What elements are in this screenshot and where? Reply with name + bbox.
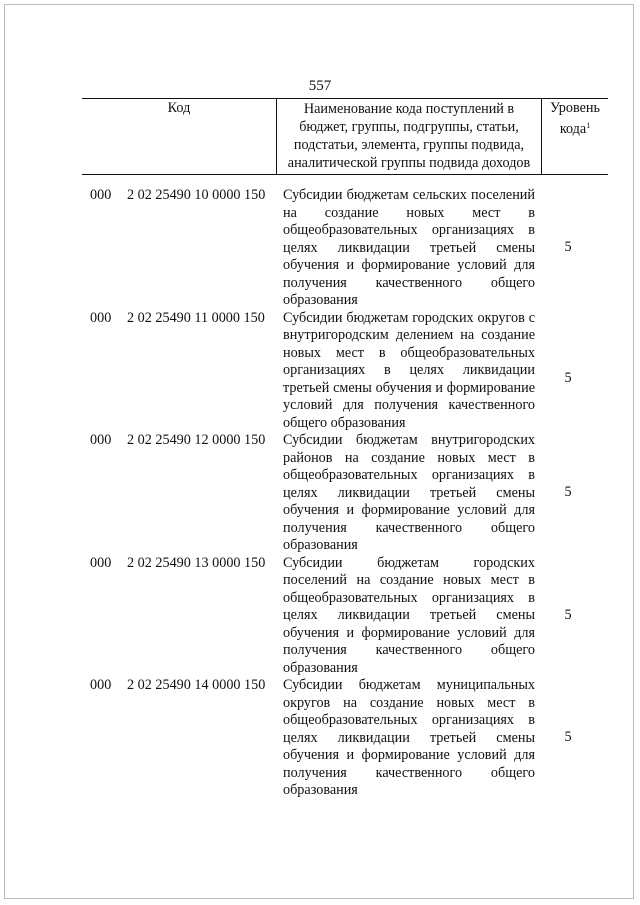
table-row xyxy=(0,677,640,800)
revenue-name: Субсидии бюджетам внутригородских районов на создание новых мест в общеобразовательных организациях в целях ликвидации третьей смены обучения и формирование условий для получения качественного общего образования xyxy=(283,432,535,553)
revenue-name: Субсидии бюджетам городских округов с внутригородским делением на создание новых мест в общеобразовательных организациях в целях ликвидации третьей смены обучения и формирование условий для получения качественного общего образования xyxy=(283,309,535,431)
code-level: 5 xyxy=(564,484,572,500)
admin-code: 000 xyxy=(90,432,112,448)
revenue-name: Субсидии бюджетам муниципальных округов на создание новых мест в общеобразовательных организациях в целях ликвидации третьей смены обучения и формирование условий для получения качественного общего образования xyxy=(283,677,535,798)
code-level: 5 xyxy=(564,369,572,386)
header-level: Уровень кода xyxy=(550,100,600,137)
header-row xyxy=(82,99,608,175)
header-level-cell xyxy=(542,99,609,175)
code-level: 5 xyxy=(564,606,572,623)
revenue-code: 2 02 25490 12 0000 150 xyxy=(127,432,266,448)
records-list xyxy=(0,187,640,800)
table-header xyxy=(82,98,608,175)
header-code: Код xyxy=(82,99,277,175)
revenue-name: Субсидии бюджетам городских поселений на создание новых мест в общеобразовательных организациях в целях ликвидации третьей смены обучения и формирование условий для получения качественного общего образования xyxy=(283,554,535,676)
table-row xyxy=(0,187,640,310)
admin-code: 000 xyxy=(90,677,112,693)
table-row xyxy=(0,555,640,678)
admin-code: 000 xyxy=(90,187,112,203)
table-row xyxy=(0,310,640,433)
table-row xyxy=(0,432,640,555)
revenue-code: 2 02 25490 13 0000 150 xyxy=(127,554,266,571)
code-level: 5 xyxy=(564,729,572,745)
admin-code: 000 xyxy=(90,309,112,326)
page-number: 557 xyxy=(308,78,332,94)
header-level-footnote: 1 xyxy=(586,121,591,130)
revenue-code: 2 02 25490 10 0000 150 xyxy=(127,187,266,203)
revenue-code: 2 02 25490 11 0000 150 xyxy=(127,309,265,326)
code-level: 5 xyxy=(564,239,572,255)
revenue-code: 2 02 25490 14 0000 150 xyxy=(127,677,266,693)
admin-code: 000 xyxy=(90,554,112,571)
revenue-name: Субсидии бюджетам сельских поселений на создание новых мест в общеобразовательных организациях в целях ликвидации третьей смены обучения и формирование условий для получения качественного общего образования xyxy=(283,187,535,308)
header-name: Наименование кода поступлений в бюджет, группы, подгруппы, статьи, подстатьи, элемента, группы подвида, аналитической группы подвида доходов xyxy=(277,99,542,175)
